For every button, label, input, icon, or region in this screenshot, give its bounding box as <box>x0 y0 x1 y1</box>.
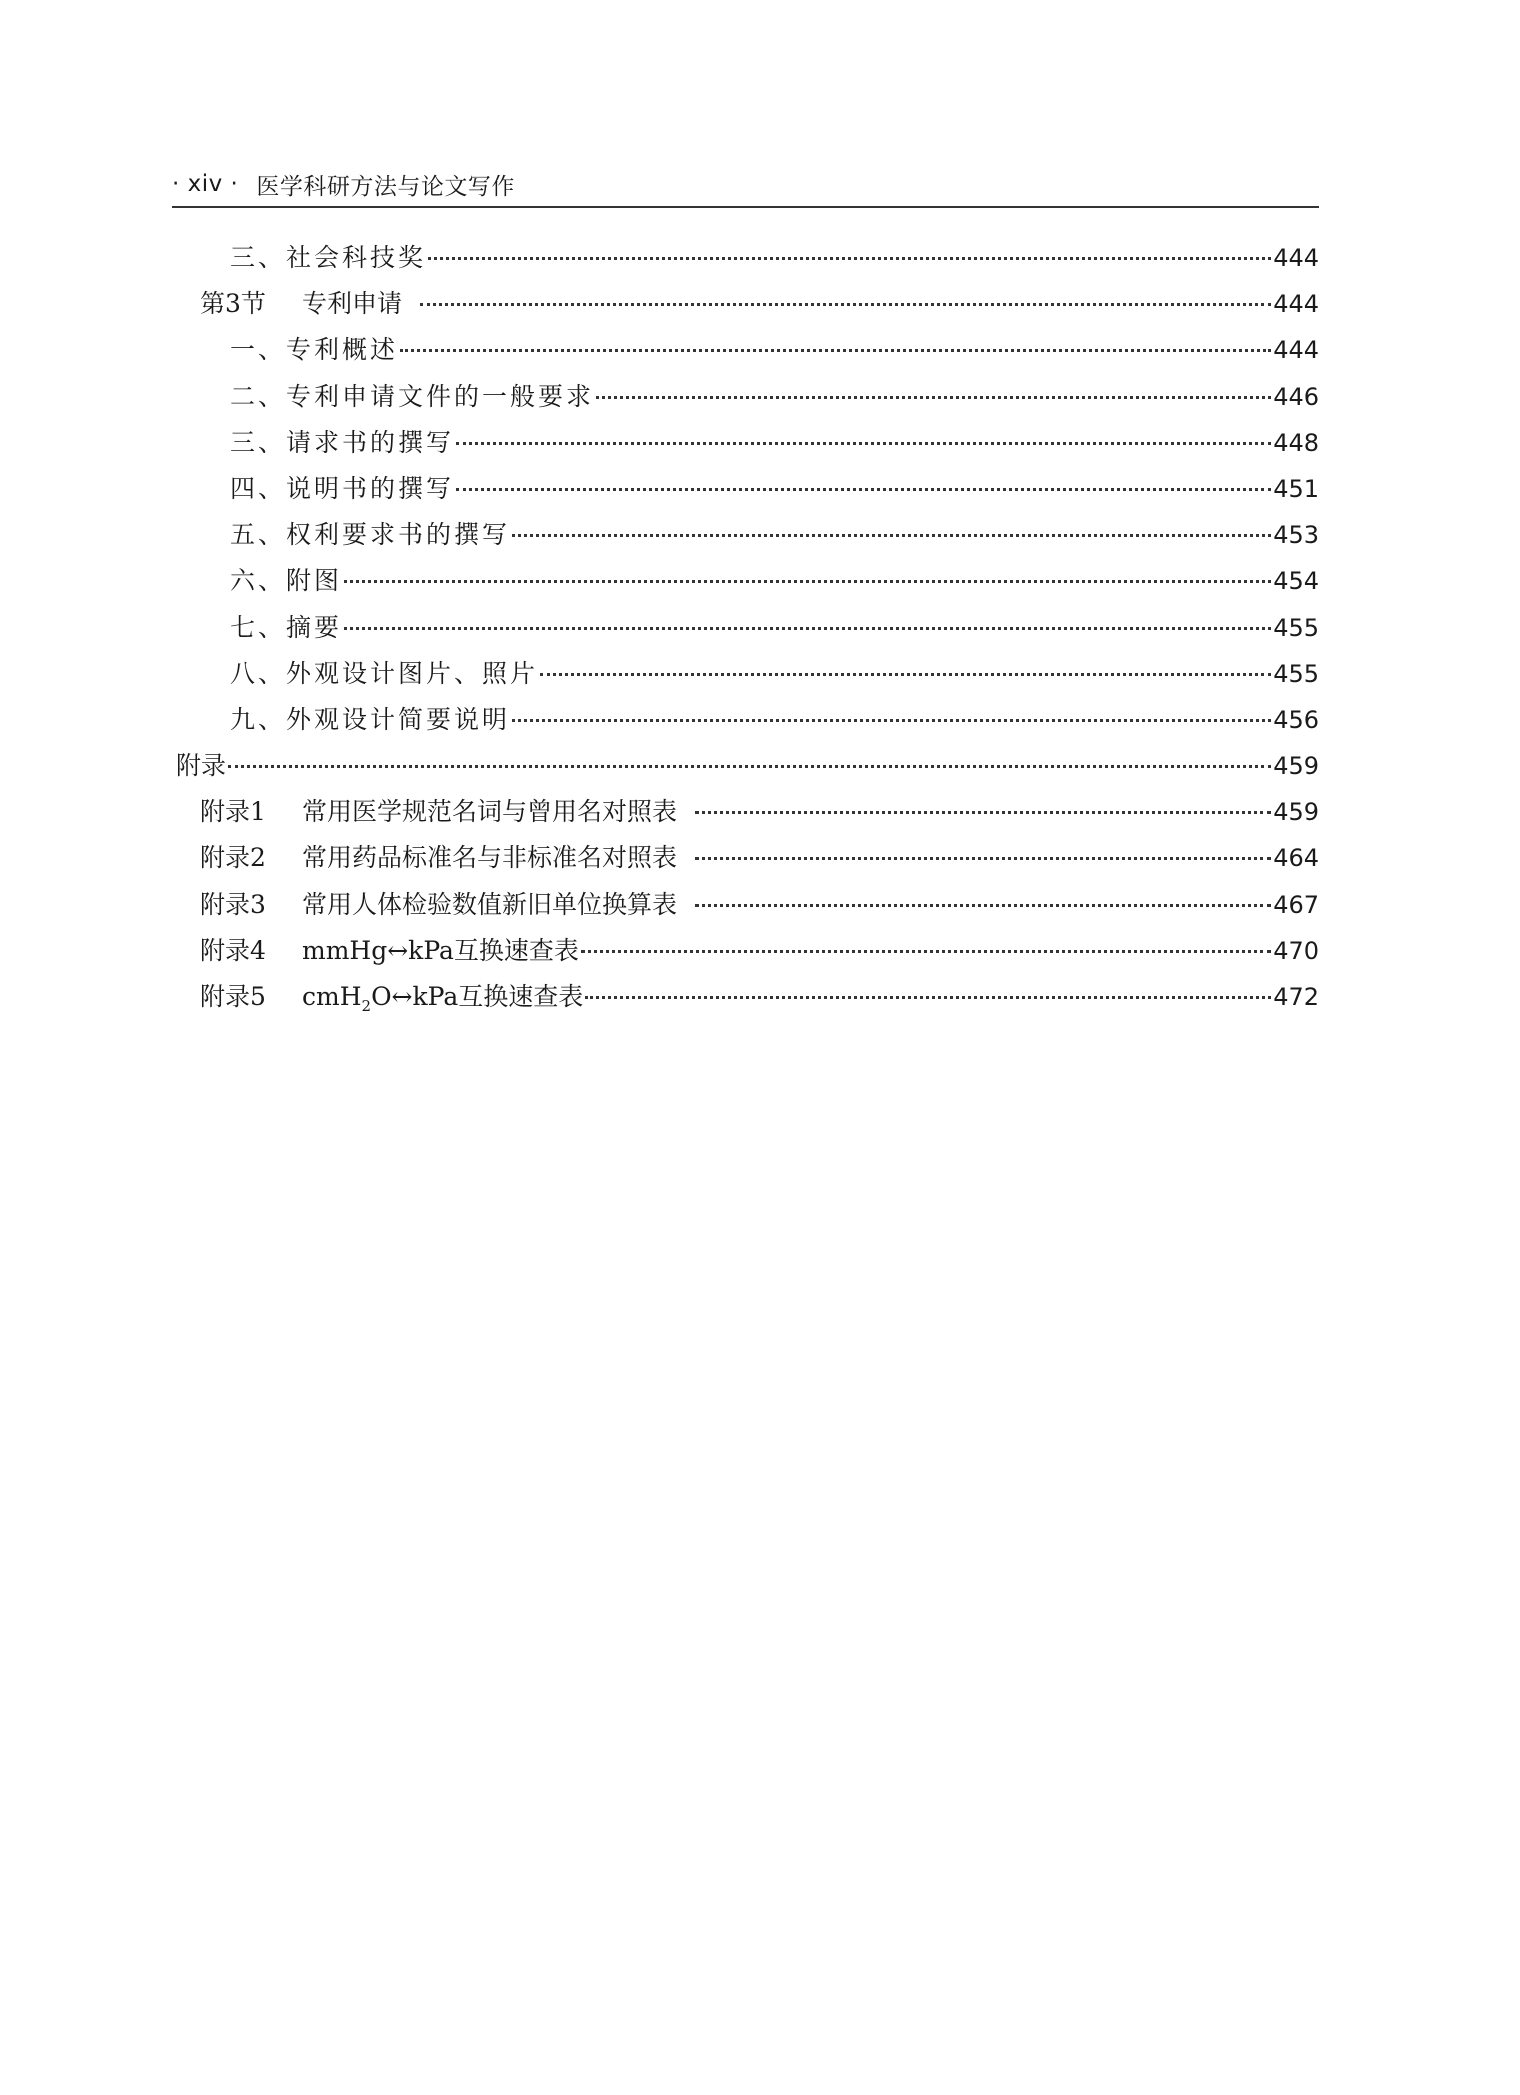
toc-entry-number: 附录3 <box>200 889 266 919</box>
toc-entry-page: 464 <box>1273 844 1319 873</box>
toc-entry-page: 444 <box>1273 336 1319 365</box>
toc-entry-page: 456 <box>1273 705 1319 734</box>
toc-section-entry[interactable] <box>172 284 1319 330</box>
toc-entry-page: 453 <box>1273 521 1319 550</box>
toc-entry-title: 外观设计简要说明 <box>286 704 511 734</box>
dot-leader <box>540 673 1271 676</box>
toc-entry-number: 附录2 <box>200 843 266 873</box>
toc-appendix-entry[interactable] <box>172 931 1319 977</box>
toc-entry-title: 附录 <box>176 751 227 781</box>
dot-leader <box>695 811 1271 814</box>
toc-entry-page: 444 <box>1273 290 1319 319</box>
toc-entry-page: 446 <box>1273 382 1319 411</box>
toc-entry-number: 附录1 <box>200 797 266 827</box>
title-part: O↔kPa互换速查表 <box>371 982 584 1011</box>
dot-leader <box>585 996 1271 999</box>
toc-entry-title: 请求书的撰写 <box>286 427 455 457</box>
page-folio: · xiv · <box>172 171 239 197</box>
toc-entry-number: 三、 <box>230 243 287 272</box>
toc-entry-page: 459 <box>1273 798 1319 827</box>
toc-entry[interactable] <box>172 377 1319 423</box>
toc-entry-title: 常用人体检验数值新旧单位换算表 <box>302 889 678 919</box>
toc-entry-number: 六、 <box>230 566 287 596</box>
subscript-2: 2 <box>361 997 372 1015</box>
toc-entry-page: 459 <box>1273 752 1319 781</box>
toc-entry-number: 一、 <box>230 335 287 365</box>
toc-entry[interactable] <box>172 515 1319 561</box>
toc-entry-page: 455 <box>1273 613 1319 642</box>
toc-entry-title: 外观设计图片、照片 <box>286 658 539 688</box>
toc-entry-number: 二、 <box>230 381 287 411</box>
dot-leader <box>695 904 1271 907</box>
dot-leader <box>695 857 1271 860</box>
toc-entry-title: 专利申请 <box>302 289 403 319</box>
toc-entry-title: 社会科技奖 <box>286 243 427 272</box>
toc-entry-page: 472 <box>1273 983 1319 1011</box>
book-title: 医学科研方法与论文写作 <box>256 173 515 200</box>
dot-leader <box>512 719 1271 722</box>
toc-entry-page: 451 <box>1273 474 1319 503</box>
toc-entry-title: 附图 <box>286 566 343 596</box>
toc-entry-page: 470 <box>1273 936 1319 965</box>
dot-leader <box>400 349 1271 352</box>
toc-entry[interactable] <box>172 608 1319 654</box>
toc-entry-title <box>302 977 583 1015</box>
toc-entry[interactable] <box>172 700 1319 746</box>
toc-entry-number: 七、 <box>230 612 287 642</box>
toc-appendix-entry[interactable] <box>172 792 1319 838</box>
toc-appendix-entry[interactable] <box>172 977 1319 1023</box>
toc-entry[interactable] <box>172 330 1319 376</box>
toc-entry-title: 权利要求书的撰写 <box>286 520 511 550</box>
toc-entry[interactable] <box>172 423 1319 469</box>
toc-entry-page: 454 <box>1273 567 1319 596</box>
toc-entry-number: 九、 <box>230 704 287 734</box>
toc-entry-title: 摘要 <box>286 612 343 642</box>
dot-leader <box>420 303 1271 306</box>
dot-leader <box>512 534 1271 537</box>
toc-entry-page: 467 <box>1273 890 1319 919</box>
toc-entry-title: 常用医学规范名词与曾用名对照表 <box>302 797 678 827</box>
toc-entry[interactable] <box>172 469 1319 515</box>
toc-entry-title: 常用药品标准名与非标准名对照表 <box>302 843 678 873</box>
dot-leader <box>581 950 1271 953</box>
toc-entry-number: 八、 <box>230 658 287 688</box>
toc-entry-number: 附录5 <box>200 982 266 1011</box>
toc-entry-page: 448 <box>1273 428 1319 457</box>
toc-appendix-entry[interactable] <box>172 885 1319 931</box>
toc-entry-number: 第3节 <box>200 289 266 319</box>
toc-entry[interactable] <box>172 654 1319 700</box>
dot-leader <box>428 257 1271 260</box>
toc-appendix-entry[interactable] <box>172 838 1319 884</box>
toc-entry-title: 专利概述 <box>286 335 399 365</box>
toc-entry-number: 附录4 <box>200 935 266 965</box>
running-header <box>172 162 1319 208</box>
dot-leader <box>456 442 1271 445</box>
dot-leader <box>344 627 1271 630</box>
toc-entry[interactable] <box>172 238 1319 284</box>
toc-entry-title: 说明书的撰写 <box>286 473 455 503</box>
toc-entry-title: mmHg↔kPa互换速查表 <box>302 935 579 965</box>
table-of-contents <box>172 238 1319 1023</box>
title-part: cmH <box>302 982 362 1011</box>
dot-leader <box>596 396 1271 399</box>
toc-entry-number: 三、 <box>230 427 287 457</box>
toc-entry-number: 四、 <box>230 473 287 503</box>
toc-entry-page: 455 <box>1273 659 1319 688</box>
toc-entry[interactable] <box>172 561 1319 607</box>
dot-leader <box>228 765 1271 768</box>
toc-entry-page: 444 <box>1273 244 1319 272</box>
dot-leader <box>344 580 1271 583</box>
toc-entry-number: 五、 <box>230 520 287 550</box>
toc-appendix-heading[interactable] <box>172 746 1319 792</box>
toc-entry-title: 专利申请文件的一般要求 <box>286 381 595 411</box>
dot-leader <box>456 488 1271 491</box>
